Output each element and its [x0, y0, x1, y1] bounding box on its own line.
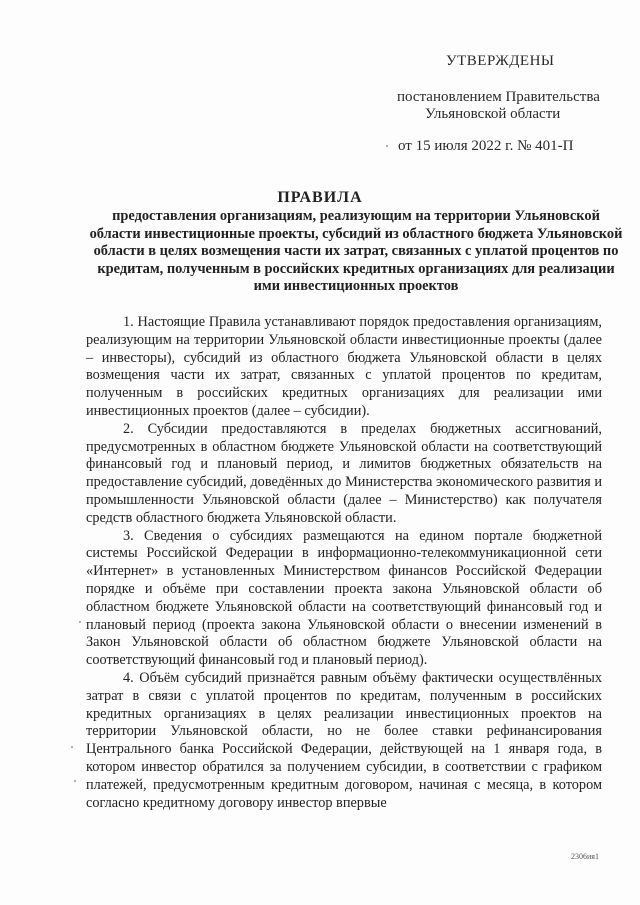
paragraph-3: 3. Сведения о субсидиях размещаются на едином портале бюджетной системы Российской Федерации в информационно-телекоммуникационной сети «Интернет» в установленных Министерством финансов Российской Федерации порядке и объёме при составлении проекта закона Ульяновской области об областном бюджете Ульяновской области на соответствующий финансовый год и плановый период (проекта закона Ульяновской области о внесении изменений в Закон Ульяновской области об областном бюджете Ульяновской области на соответствующий финансовый год и плановый период). [86, 527, 602, 669]
document-title: ПРАВИЛА [277, 189, 363, 206]
paragraph-4: 4. Объём субсидий признаётся равным объёму фактически осуществлённых затрат в связи с уплатой процентов по кредитам, полученным в российских кредитных организациях в целях реализации инвестиционных проектов на территории Ульяновской области, но не более ставки рефинансирования Центрального банка Российской Федерации, действующей на 1 января года, в котором инвестор обратился за получением субсидии, в соответствии с графиком платежей, предусмотренным кредитным договором, начиная с месяца, в котором согласно кредитному договору инвестор впервые [86, 669, 602, 811]
footer-code: 2306ия1 [571, 852, 599, 861]
document-body [86, 314, 602, 812]
approval-title: УТВЕРЖДЕНЫ [446, 53, 555, 69]
document-subtitle: предоставления организациям, реализующим на территории Ульяновской области инвестиционные проекты, субсидий из областного бюджета Ульяновской области в целях возмещения части их затрат, связанных с уплатой процентов по кредитам, полученным в российских кредитных организациях для реализации ими инвестиционных проектов [89, 208, 623, 295]
scan-speck [74, 780, 76, 782]
approval-date: от 15 июля 2022 г. № 401-П [398, 138, 574, 154]
scan-speck [386, 145, 388, 147]
approval-line-2: Ульяновской области [425, 106, 561, 122]
paragraph-1: 1. Настоящие Правила устанавливают порядок предоставления организациям, реализующим на территории Ульяновской области инвестиционные проекты (далее – инвесторы), субсидий из областного бюджета Ульяновской области в целях возмещения части их затрат, связанных с уплатой процентов по кредитам, полученным в российских кредитных организациях для реализации ими инвестиционных проектов (далее – субсидии). [86, 314, 602, 419]
approval-line-1: постановлением Правительства [397, 89, 600, 105]
scan-speck [79, 621, 81, 623]
paragraph-2: 2. Субсидии предоставляются в пределах бюджетных ассигнований, предусмотренных в областном бюджете Ульяновской области на соответствующий финансовый год и плановый период, и лимитов бюджетных обязательств на предоставление субсидий, доведённых до Министерства экономического развития и промышленности Ульяновской области (далее – Министерство) как получателя средств областного бюджета Ульяновской области. [86, 420, 602, 526]
scan-speck [71, 746, 73, 748]
